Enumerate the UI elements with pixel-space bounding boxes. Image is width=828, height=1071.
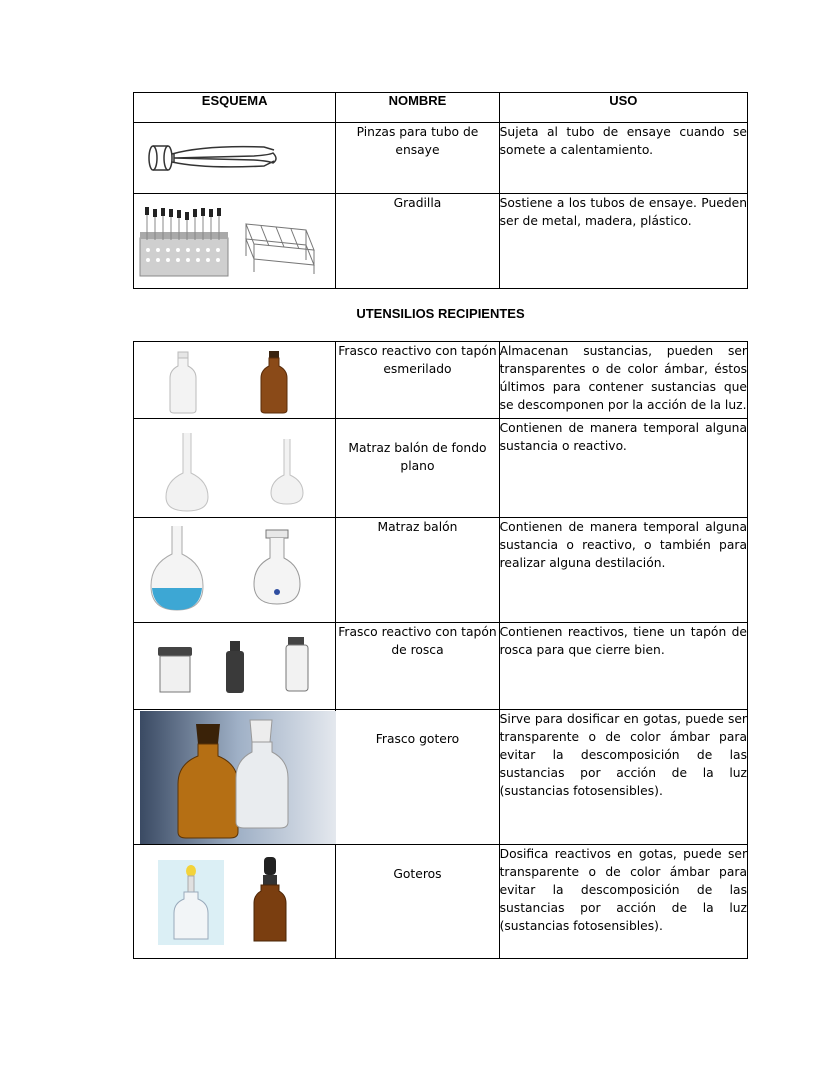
tools-table <box>133 92 748 289</box>
flat-bottom-flask-icon <box>134 419 336 518</box>
section-title: UTENSILIOS RECIPIENTES <box>356 306 525 321</box>
row-use: Contienen de manera temporal alguna sustancia o reactivo. <box>499 419 747 518</box>
table-row <box>134 123 748 194</box>
row-name: Gradilla <box>336 194 499 289</box>
ground-stopper-bottle-icon <box>134 342 336 419</box>
row-name: Goteros <box>336 845 499 959</box>
row-name: Frasco gotero <box>336 710 499 845</box>
row-name: Pinzas para tubo de ensaye <box>336 123 499 194</box>
row-name: Frasco reactivo con tapón esmerilado <box>336 342 499 419</box>
test-tube-rack-icon <box>134 194 336 289</box>
row-use: Sirve para dosificar en gotas, puede ser transparente o de color ámbar para evitar la descomposición de las sustancias por acción de la luz (sustancias fotosensibles). <box>499 710 747 845</box>
table-row <box>134 710 748 845</box>
row-name: Frasco reactivo con tapón de rosca <box>336 623 499 710</box>
row-use: Dosifica reactivos en gotas, puede ser transparente o de color ámbar para evitar la descomposición de las sustancias por acción de la luz (sustancias fotosensibles). <box>499 845 747 959</box>
row-name: Matraz balón de fondo plano <box>336 419 499 518</box>
table-row <box>134 845 748 959</box>
row-use: Almacenan sustancias, pueden ser transparentes o de color ámbar, éstos últimos para contener sustancias que se descomponen por la acción de la luz. <box>499 342 747 419</box>
row-name: Matraz balón <box>336 518 499 623</box>
table-row <box>134 194 748 289</box>
schema-cell <box>134 342 336 419</box>
schema-cell <box>134 623 336 710</box>
schema-cell <box>134 518 336 623</box>
schema-cell <box>134 845 336 959</box>
table-row <box>134 518 748 623</box>
row-use: Sujeta al tubo de ensaye cuando se somete a calentamiento. <box>499 123 747 194</box>
schema-cell <box>134 419 336 518</box>
header-uso: USO <box>499 93 747 123</box>
row-use: Sostiene a los tubos de ensaye. Pueden ser de metal, madera, plástico. <box>499 194 747 289</box>
header-esquema: ESQUEMA <box>134 93 336 123</box>
schema-cell <box>134 710 336 845</box>
schema-cell <box>134 123 336 194</box>
table-row <box>134 419 748 518</box>
row-use: Contienen reactivos, tiene un tapón de rosca para que cierre bien. <box>499 623 747 710</box>
screw-cap-bottle-icon <box>134 623 336 710</box>
header-nombre: NOMBRE <box>336 93 499 123</box>
test-tube-clamp-icon <box>134 123 336 194</box>
row-use: Contienen de manera temporal alguna sustancia o reactivo, o también para realizar alguna destilación. <box>499 518 747 623</box>
schema-cell <box>134 194 336 289</box>
table-row <box>134 342 748 419</box>
table-row <box>134 623 748 710</box>
table-header-row <box>134 93 748 123</box>
dropper-bottle-icon <box>134 710 336 845</box>
droppers-icon <box>134 845 336 959</box>
containers-table <box>133 341 748 959</box>
round-bottom-flask-icon <box>134 518 336 623</box>
